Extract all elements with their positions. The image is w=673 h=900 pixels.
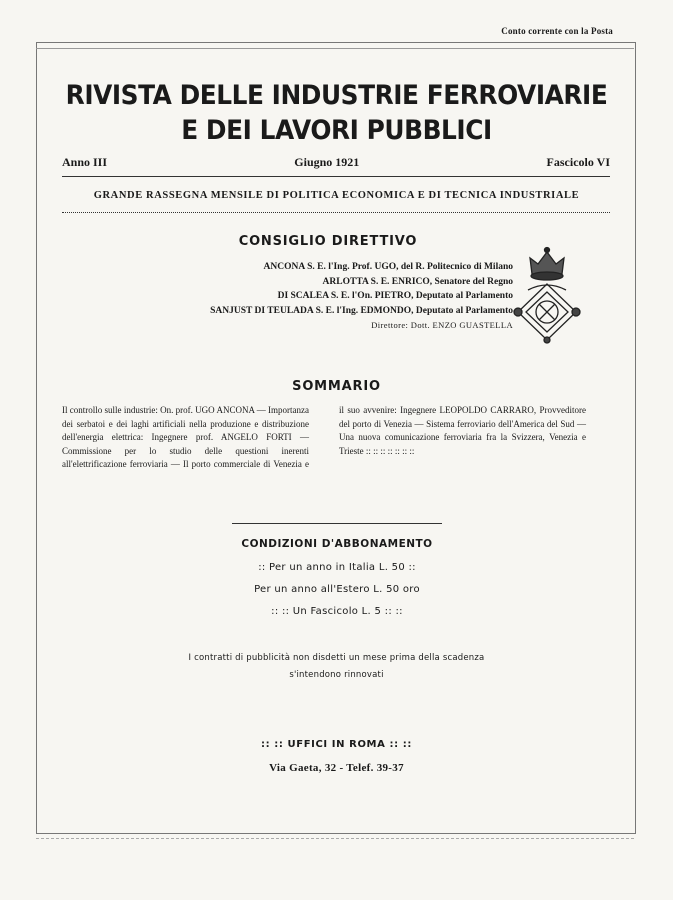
divider: [232, 523, 442, 524]
board-member: SANJUST DI TEULADA S. E. l'Ing. EDMONDO, Deputato al Parlamento: [210, 305, 513, 316]
crown-emblem-icon: [510, 244, 584, 344]
divider: [62, 212, 610, 213]
divider: [62, 176, 610, 177]
subscription-abroad: Per un anno all'Estero L. 50 oro: [254, 584, 420, 595]
subtitle: GRANDE RASSEGNA MENSILE DI POLITICA ECONOMICA E DI TECNICA INDUSTRIALE: [93, 190, 580, 201]
subscription-single-issue: :: :: Un Fascicolo L. 5 :: ::: [271, 606, 403, 617]
advertising-notice-cont: s'intendono rinnovati: [289, 670, 384, 680]
board-member: ANCONA S. E. l'Ing. Prof. UGO, del R. Politecnico di Milano: [263, 262, 513, 272]
offices-title: :: :: UFFICI IN ROMA :: ::: [260, 739, 413, 750]
advertising-notice: I contratti di pubblicità non disdetti un mese prima della scadenza: [188, 653, 485, 663]
board-title: CONSIGLIO DIRETTIVO: [238, 234, 418, 249]
board-members: [210, 260, 513, 333]
board-member: DI SCALEA S. E. l'On. PIETRO, Deputato al Parlamento: [277, 291, 513, 302]
board-member: ARLOTTA S. E. ENRICO, Senatore del Regno: [322, 276, 513, 287]
contents-title: SOMMARIO: [292, 379, 381, 394]
issue-number: Fascicolo VI: [546, 155, 610, 169]
issue-date: Giugno 1921: [294, 155, 360, 169]
subscription-title: CONDIZIONI D'ABBONAMENTO: [241, 538, 433, 550]
bottom-rule: [36, 838, 634, 839]
issue-year: Anno III: [62, 155, 108, 169]
masthead-title-line1: RIVISTA DELLE INDUSTRIE FERROVIARIE: [65, 80, 608, 111]
subscription-italy: :: Per un anno in Italia L. 50 ::: [258, 562, 416, 573]
postal-note: Conto corrente con la Posta: [501, 26, 613, 36]
offices-address: Via Gaeta, 32 - Telef. 39-37: [269, 762, 404, 774]
issue-info: [62, 155, 610, 170]
director: Direttore: Dott. ENZO GUASTELLA: [371, 320, 513, 331]
masthead-title-line2: E DEI LAVORI PUBBLICI: [181, 115, 492, 146]
top-rule: [36, 48, 634, 49]
contents-text: Il controllo sulle industrie: On. prof. UGO ANCONA — Importanza dei serbatoi e dei laghi artificiali nella produzione e distribuzione dell'energia elettrica: Ingegnere prof. ANGELO FORTI — Commissione per lo studio delle questioni inerenti all'elettrificazione ferroviaria — Il porto commerciale di Venezia e il suo avvenire: Ingegnere LEOPOLDO CARRARO, Provveditore del porto di Venezia — Sistema ferroviario dell'America del Sud — Una nuova comunicazione ferroviaria fra la Svizzera, Venezia e Trieste :: :: :: :: :: :: ::: [62, 405, 586, 469]
